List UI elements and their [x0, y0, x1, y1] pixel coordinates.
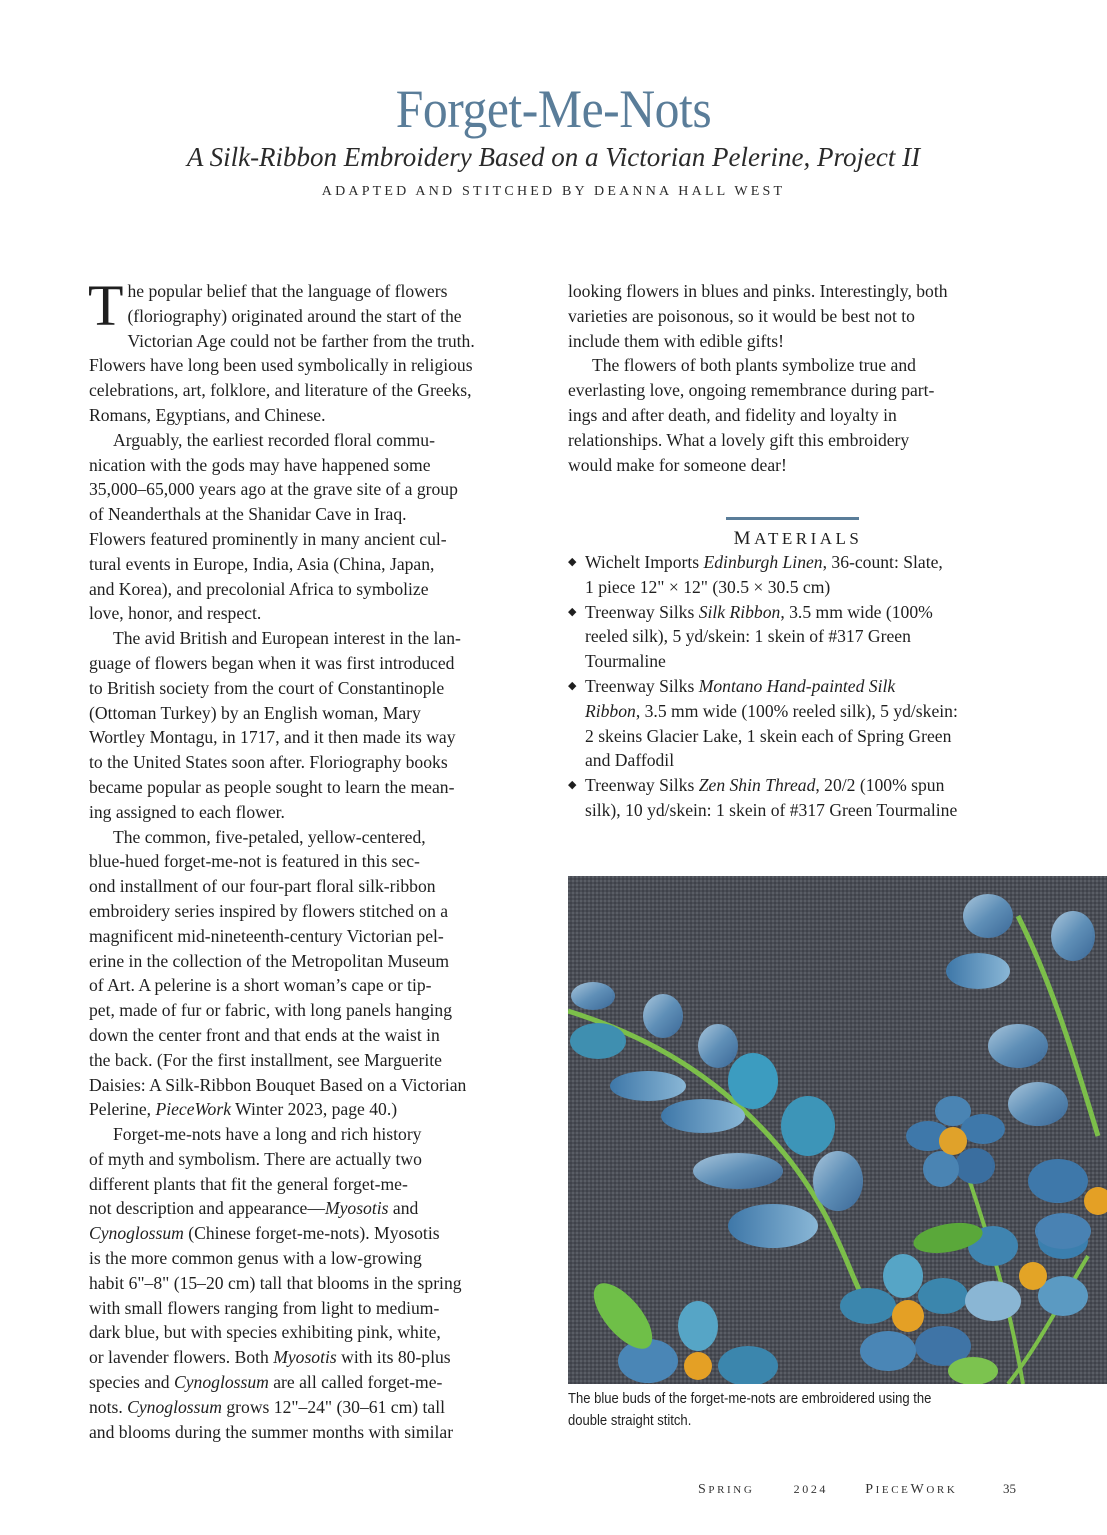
text-line: dark blue, but with species exhibiting pink, white,	[89, 1322, 441, 1343]
article-title: Forget-Me-Nots	[395, 79, 712, 139]
article-byline: ADAPTED AND STITCHED BY DEANNA HALL WEST	[321, 184, 786, 199]
text-line: Pelerine, PieceWork Winter 2023, page 40.)	[89, 1099, 398, 1120]
text-line: to British society from the court of Constantinople	[89, 677, 445, 698]
text-line: Cynoglossum (Chinese forget-me-nots). Myosotis	[89, 1223, 440, 1244]
text-line: pet, made of fur or fabric, with long panels hanging	[89, 1000, 453, 1021]
materials-line: Wichelt Imports Edinburgh Linen, 36-count: Slate,	[585, 552, 943, 572]
text-line: and blooms during the summer months with similar	[89, 1421, 454, 1442]
text-line: include them with edible gifts!	[568, 330, 784, 351]
materials-line: silk), 10 yd/skein: 1 skein of #317 Green Tourmaline	[585, 799, 958, 820]
text-line: nots. Cynoglossum grows 12"–24" (30–61 cm) tall	[89, 1396, 445, 1417]
text-line: different plants that fit the general forget-me-	[89, 1173, 408, 1194]
text-line: embroidery series inspired by flowers stitched on a	[89, 900, 449, 921]
text-line: erine in the collection of the Metropolitan Museum	[89, 950, 450, 971]
text-line: of myth and symbolism. There are actually two	[89, 1148, 422, 1169]
text-line: varieties are poisonous, so it would be best not to	[568, 305, 915, 326]
text-line: Romans, Egyptians, and Chinese.	[89, 404, 326, 425]
page-number: 35	[1003, 1481, 1016, 1496]
embroidery-photo	[568, 876, 1107, 1384]
materials-line: Treenway Silks Silk Ribbon, 3.5 mm wide (100%	[585, 601, 933, 622]
text-line: Victorian Age could not be farther from the truth.	[127, 330, 475, 351]
forget-me-not-embroidery-image	[568, 876, 1107, 1384]
page-footer	[698, 1482, 957, 1498]
diamond-bullet-icon: ◆	[568, 605, 577, 618]
text-line: The avid British and European interest in the lan-	[113, 628, 461, 649]
text-line: looking flowers in blues and pinks. Interestingly, both	[568, 281, 948, 301]
text-line: Forget-me-nots have a long and rich history	[113, 1124, 422, 1145]
text-line: habit 6"–8" (15–20 cm) tall that blooms in the spring	[89, 1272, 462, 1293]
text-line: celebrations, art, folklore, and literature of the Greeks,	[89, 380, 472, 401]
text-line: Flowers have long been used symbolically in religious	[89, 355, 473, 376]
text-line: Flowers featured prominently in many ancient cul-	[89, 528, 447, 549]
materials-item	[568, 550, 1038, 600]
diamond-bullet-icon: ◆	[568, 556, 577, 568]
materials-line: 2 skeins Glacier Lake, 1 skein each of Spring Green	[585, 725, 952, 746]
text-line: Arguably, the earliest recorded floral commu-	[113, 429, 435, 450]
text-line: would make for someone dear!	[568, 454, 787, 475]
materials-line: Ribbon, 3.5 mm wide (100% reeled silk), 5 yd/skein:	[585, 700, 958, 721]
text-line: the back. (For the first installment, see Marguerite	[89, 1049, 442, 1070]
materials-list	[568, 550, 1038, 823]
diamond-bullet-icon: ◆	[568, 679, 577, 692]
text-line: magnificent mid-nineteenth-century Victorian pel-	[89, 925, 444, 946]
materials-line: and Daffodil	[585, 750, 675, 771]
materials-line: 1 piece 12" × 12" (30.5 × 30.5 cm)	[585, 576, 831, 597]
text-line: is the more common genus with a low-growing	[89, 1248, 422, 1269]
text-line: ond installment of our four-part floral silk-ribbon	[89, 876, 436, 897]
text-line: The common, five-petaled, yellow-centered,	[113, 826, 426, 847]
text-line: Daisies: A Silk-Ribbon Bouquet Based on a Victorian	[89, 1074, 467, 1095]
text-line: to the United States soon after. Floriography books	[89, 752, 448, 773]
text-line: species and Cynoglossum are all called forget-me-	[89, 1372, 443, 1393]
text-line: down the center front and that ends at the waist in	[89, 1024, 440, 1045]
text-line: and Korea), and precolonial Africa to symbolize	[89, 578, 429, 599]
footer-season: SPRING	[698, 1482, 755, 1497]
left-column-text	[88, 273, 539, 1444]
materials-line: reeled silk), 5 yd/skein: 1 skein of #317 Green	[585, 626, 911, 647]
text-line: love, honor, and respect.	[89, 603, 262, 624]
text-line: he popular belief that the language of flowers	[127, 281, 448, 301]
text-line: Wortley Montagu, in 1717, and it then made its way	[89, 727, 456, 748]
photo-caption: The blue buds of the forget-me-nots are embroidered using the double straight stitch.	[568, 1391, 932, 1429]
materials-divider	[726, 517, 859, 520]
text-line: nication with the gods may have happened some	[89, 454, 431, 475]
materials-item	[568, 674, 1038, 773]
text-line: of Art. A pelerine is a short woman’s cape or tip-	[89, 975, 432, 996]
text-line: ings and after death, and fidelity and loyalty in	[568, 404, 897, 425]
materials-line: Treenway Silks Zen Shin Thread, 20/2 (100% spun	[585, 775, 945, 796]
materials-heading: MATERIALS	[733, 528, 863, 549]
text-line: (floriography) originated around the start of the	[127, 305, 462, 326]
materials-line: Treenway Silks Montano Hand-painted Silk	[585, 675, 896, 696]
text-line: relationships. What a lovely gift this embroidery	[568, 429, 910, 450]
materials-item	[568, 600, 1038, 674]
text-line: not description and appearance—Myosotis and	[89, 1198, 419, 1219]
text-line: 35,000–65,000 years ago at the grave site of a group	[89, 479, 458, 500]
text-line: with small flowers ranging from light to medium-	[89, 1297, 440, 1318]
article-subtitle: A Silk-Ribbon Embroidery Based on a Victorian Pelerine, Project II	[186, 142, 921, 172]
right-column-text	[568, 279, 1028, 477]
text-line: (Ottoman Turkey) by an English woman, Mary	[89, 702, 421, 723]
text-line: everlasting love, ongoing remembrance during part-	[568, 380, 935, 401]
text-line: of Neanderthals at the Shanidar Cave in Iraq.	[89, 504, 407, 525]
text-line: became popular as people sought to learn the mean-	[89, 776, 455, 797]
body-column-right	[568, 279, 1028, 477]
text-line: guage of flowers began when it was first introduced	[89, 652, 455, 673]
text-line: tural events in Europe, India, Asia (China, Japan,	[89, 553, 435, 574]
body-column-left	[88, 273, 539, 1444]
text-line: ing assigned to each flower.	[89, 801, 285, 822]
drop-cap: T	[88, 273, 124, 338]
footer-year: 2024	[793, 1482, 829, 1496]
text-line: blue-hued forget-me-not is featured in this sec-	[89, 851, 420, 872]
footer-magazine: PIECEWORK	[865, 1482, 958, 1497]
diamond-bullet-icon: ◆	[568, 779, 577, 792]
materials-item	[568, 773, 1038, 823]
text-line: or lavender flowers. Both Myosotis with its 80-plus	[89, 1347, 451, 1368]
materials-line: Tourmaline	[585, 651, 666, 672]
text-line: The flowers of both plants symbolize true and	[592, 355, 916, 376]
